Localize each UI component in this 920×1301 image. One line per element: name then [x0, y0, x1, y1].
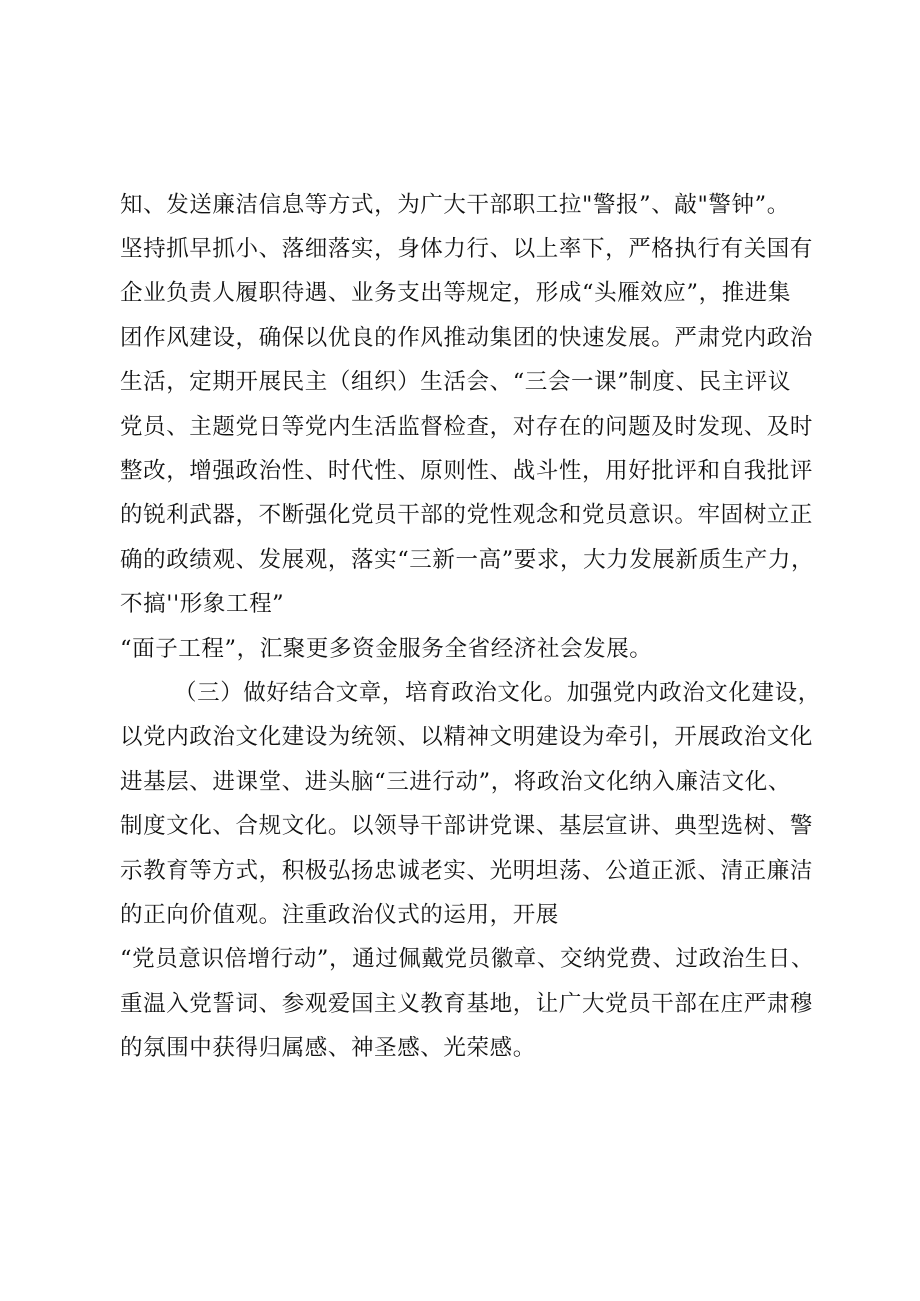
- text-line: 以党内政治文化建设为统领、以精神文明建设为牵引，开展政治文化: [120, 724, 814, 750]
- text-line: 不搞''形象工程”: [120, 591, 285, 617]
- text-line: 示教育等方式，积极弘扬忠诚老实、光明坦荡、公道正派、清正廉洁: [120, 858, 814, 884]
- text-line: 的正向价值观。注重政治仪式的运用，开展: [120, 902, 559, 928]
- text-line: 生活，定期开展民主（组织）生活会、“三会一课”制度、民主评议: [120, 369, 792, 395]
- text-line: 知、发送廉洁信息等方式，为广大干部职工拉"警报”、敲"警钟”。: [120, 192, 790, 218]
- text-line: 团作风建设，确保以优良的作风推动集团的快速发展。严肃党内政治: [120, 325, 814, 351]
- text-line: “面子工程”，汇聚更多资金服务全省经济社会发展。: [120, 636, 653, 662]
- section-heading-line: （三）做好结合文章，培育政治文化。加强党内政治文化建设，: [174, 680, 821, 706]
- text-line: 整改，增强政治性、时代性、原则性、战斗性，用好批评和自我批评: [120, 458, 814, 484]
- text-line: 的氛围中获得归属感、神圣感、光荣感。: [120, 1035, 536, 1061]
- text-line: 坚持抓早抓小、落细落实，身体力行、以上率下，严格执行有关国有: [120, 236, 814, 262]
- text-line: 企业负责人履职待遇、业务支出等规定，形成“头雁效应”，推进集: [120, 280, 792, 306]
- text-line: 进基层、进课堂、进头脑“三进行动”，将政治文化纳入廉洁文化、: [120, 769, 792, 795]
- text-line: 的锐利武器，不断强化党员干部的党性观念和党员意识。牢固树立正: [120, 502, 814, 528]
- text-line: 确的政绩观、发展观，落实“三新一高”要求，大力发展新质生产力，: [120, 547, 815, 573]
- text-line: 重温入党誓词、参观爱国主义教育基地，让广大党员干部在庄严肃穆: [120, 991, 814, 1017]
- text-line: 党员、主题党日等党内生活监督检查，对存在的问题及时发现、及时: [120, 414, 814, 440]
- text-line: 制度文化、合规文化。以领导干部讲党课、基层宣讲、典型选树、警: [120, 813, 814, 839]
- text-line: “党员意识倍增行动”，通过佩戴党员徽章、交纳党费、过政治生日、: [120, 946, 815, 972]
